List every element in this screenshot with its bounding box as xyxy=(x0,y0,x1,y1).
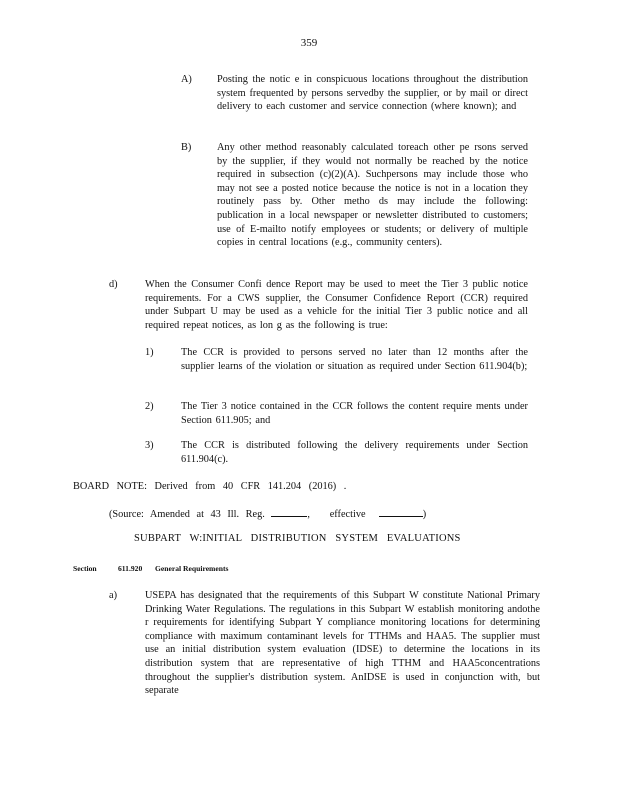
sub-item-2-text: The Tier 3 notice contained in the CCR follows the content require ments under Section 611.905; and xyxy=(181,401,528,426)
sub-item-3-label: 3) xyxy=(145,440,154,451)
source-note xyxy=(109,506,426,522)
effective-date-blank xyxy=(379,506,423,517)
source-comma: , xyxy=(307,509,310,520)
section-heading xyxy=(73,564,228,573)
sub-item-1-label: 1) xyxy=(145,347,154,358)
sub-item-1-text: The CCR is provided to persons served no later than 12 months after the supplier learns of the violation or situation as required under Section 611.904(b); xyxy=(181,347,528,372)
page-number: 359 xyxy=(300,37,318,49)
section-title: General Requirements xyxy=(155,564,229,573)
section-label: Section xyxy=(73,564,97,573)
source-effective: effective xyxy=(329,509,366,520)
board-note: BOARD NOTE: Derived from 40 CFR 141.204 (2016) . xyxy=(73,481,347,492)
para-a-label: a) xyxy=(109,590,117,601)
item-d-label: d) xyxy=(109,279,118,290)
sub-item-2-label: 2) xyxy=(145,401,154,412)
para-a-text: USEPA has designated that the requirements of this Subpart W constitute National Primary Drinking Water Regulations. The regulations in this Subpart W establish monitoring andothe r requirements for identifying Subpart Y compliance monitoring locations for determining compliance with maximum contaminant levels for TTHMs and HAA5. The supplier must use an initial distribution system evaluation (IDSE) to determine the locations in its distribution system that are representative of high TTHM and HAA5concentrations throughout the supplier's distribution system. AnIDSE is used in conjunction with, but separate xyxy=(145,590,540,697)
item-a-label: A) xyxy=(181,74,192,85)
section-number: 611.920 xyxy=(118,564,143,573)
subpart-heading: SUBPART W:INITIAL DISTRIBUTION SYSTEM EVALUATIONS xyxy=(134,533,461,544)
item-d-text: When the Consumer Confi dence Report may be used to meet the Tier 3 public notice requirements. For a CWS supplier, the Consumer Confidence Report (CCR) required under Subpart U may be used as a vehicle for the initial Tier 3 public notice and all required repeat notices, as lon g as the following is true: xyxy=(145,279,528,331)
item-b-text: Any other method reasonably calculated toreach other pe rsons served by the supplier, if they would not normally be reached by the notice required in subsection (c)(2)(A). Suchpersons may include those who may not see a posted notice because the notice is not in a location they routinely pass by. Other metho ds may include the following: publication in a local newspaper or newsletter distributed to customers; use of E-mailto notify employees or students; or delivery of multiple copies in central locations (e.g., community centers). xyxy=(217,142,528,249)
source-prefix: (Source: Amended at 43 Ill. Reg. xyxy=(109,509,265,520)
item-b-label: B) xyxy=(181,142,192,153)
item-a-text: Posting the notic e in conspicuous locations throughout the distribution system frequented by persons servedby the supplier, or by mail or direct delivery to each customer and service connection (where known); and xyxy=(217,74,528,113)
register-blank xyxy=(271,506,307,517)
sub-item-3-text: The CCR is distributed following the delivery requirements under Section 611.904(c). xyxy=(181,440,528,465)
source-close: ) xyxy=(422,509,427,520)
